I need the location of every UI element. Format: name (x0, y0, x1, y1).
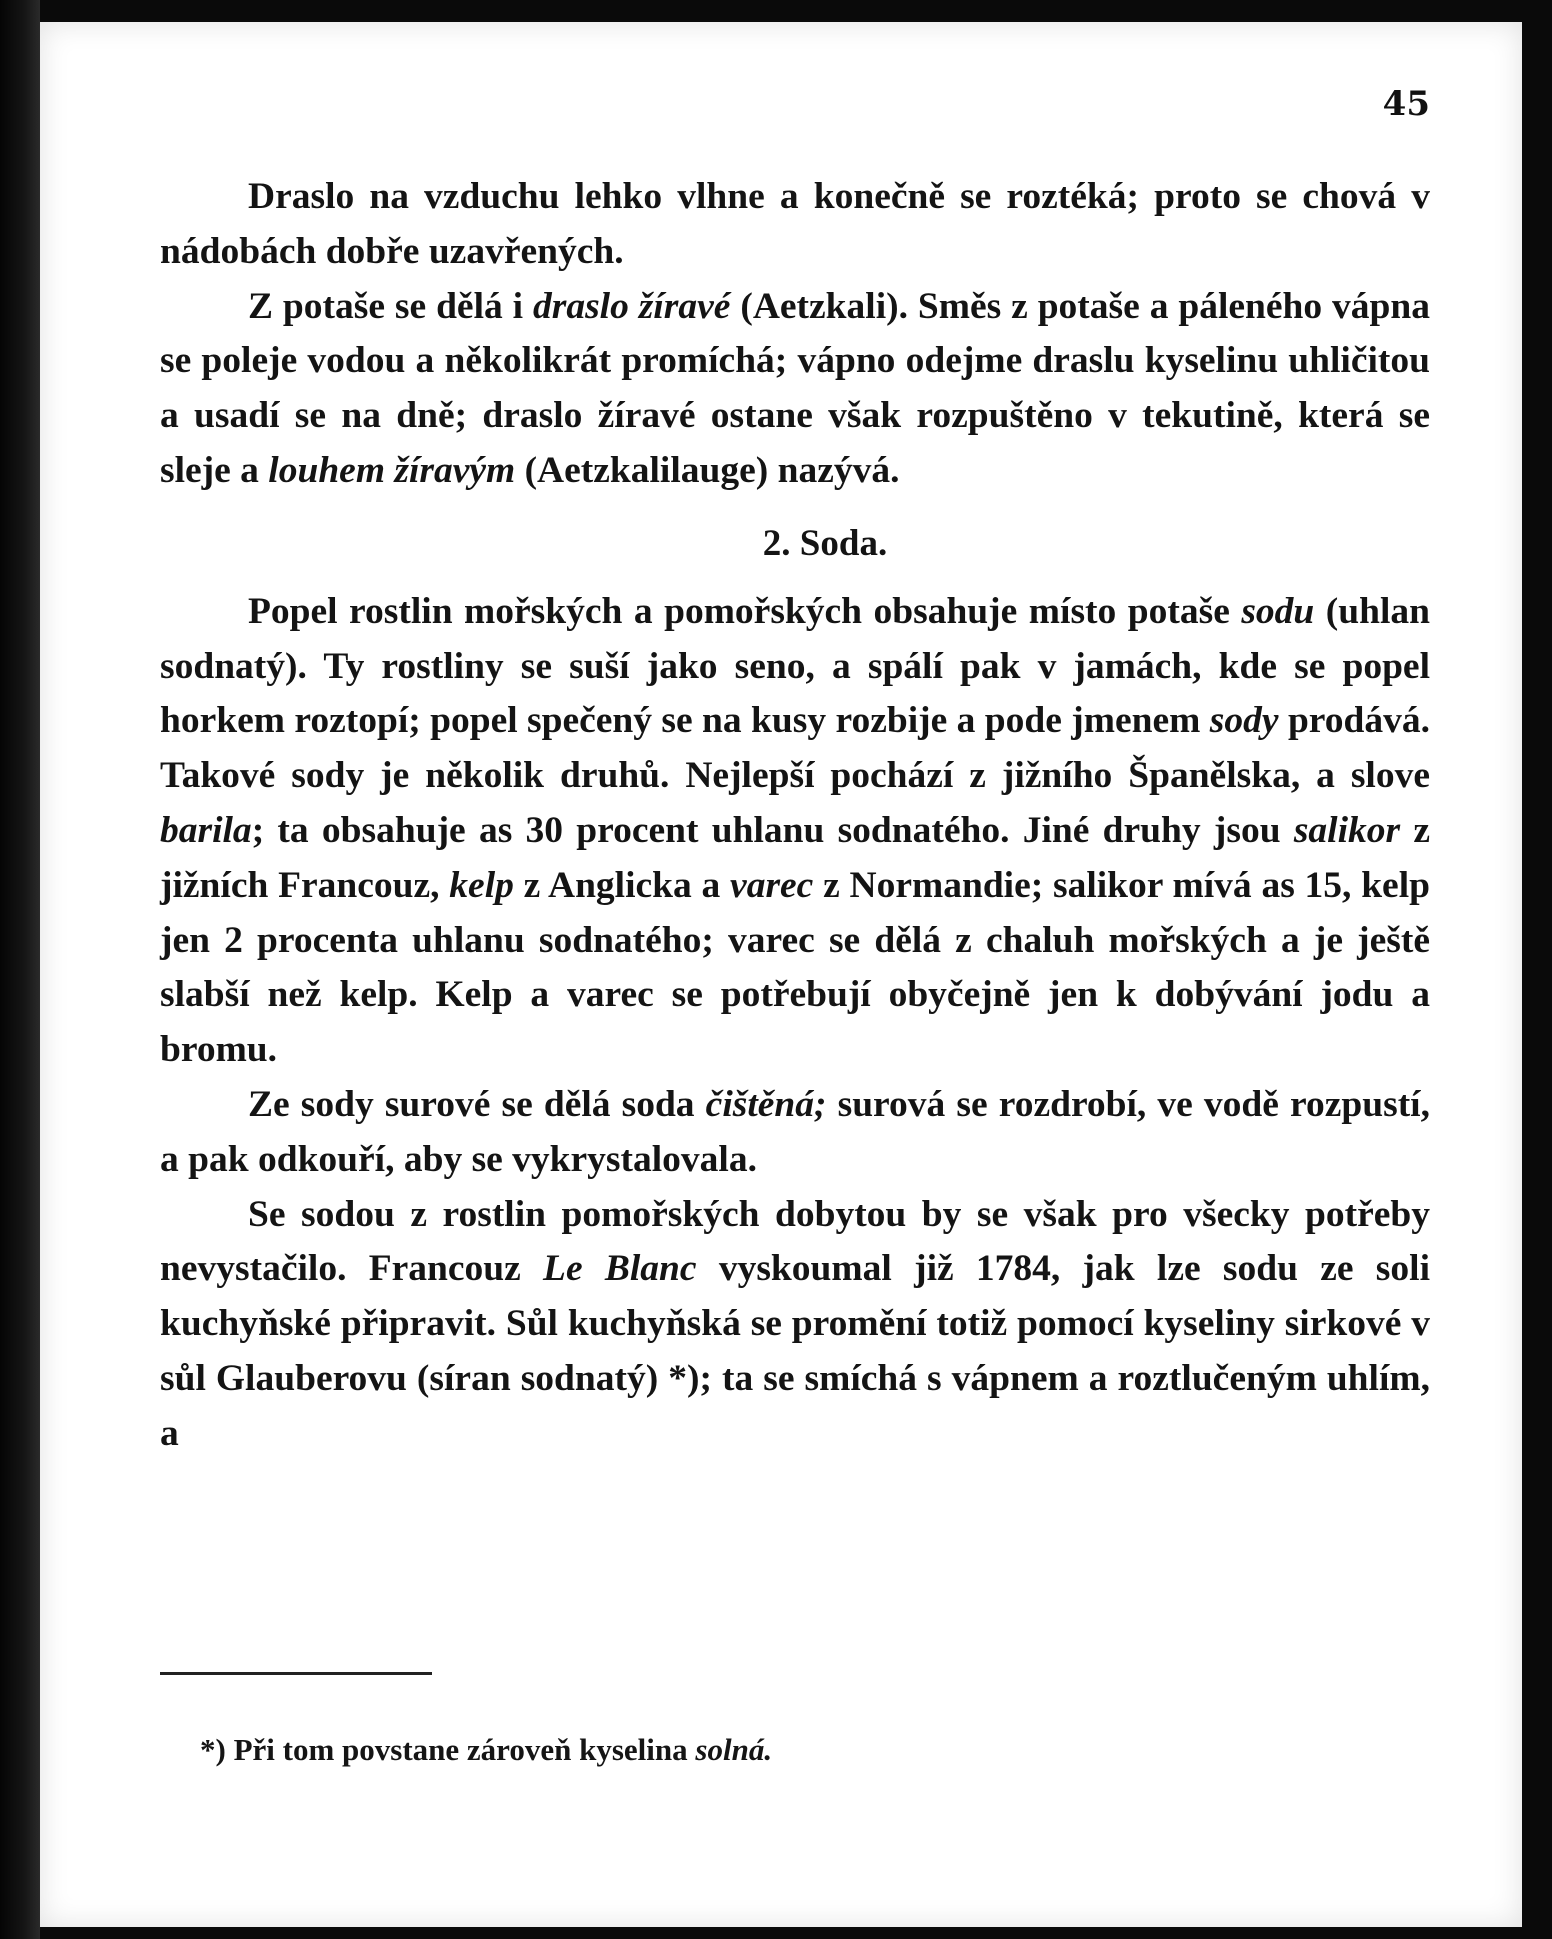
text-run: z Normandie; salikor mívá as 15, kelp jen 2 procenta uhlanu sodnatého; varec se dělá z chaluh mořských a je ještě slabší než kelp. Kelp a varec se potřebují obyčejně jen k dobývání jodu a bromu. (160, 864, 1430, 1071)
section-potas-continued (160, 170, 1430, 499)
text-run: Popel rostlin mořských a pomořských obsahuje místo potaše (248, 590, 1242, 632)
emphasis-term: varec (730, 864, 814, 906)
text-run: surová se rozdrobí, ve vodě rozpustí, a pak odkouří, aby se vykrystalovala. (160, 1083, 1430, 1180)
paragraph (160, 1188, 1430, 1462)
text-run: vyskoumal již 1784, jak lze sodu ze soli kuchyňské připravit. Sůl kuchyňská se promění totiž pomocí kyseliny sirkové v sůl Glauberovu (síran sodnatý) *); ta se smíchá s vápnem a roztlučeným uhlím, a (160, 1248, 1430, 1454)
emphasis-term: barila (160, 809, 252, 851)
section-soda (160, 585, 1430, 1462)
emphasis-term: čištěná; (705, 1083, 827, 1125)
emphasis-term: draslo žíravé (533, 285, 731, 327)
text-run: ; ta obsahuje as 30 procent uhlanu sodnatého. Jiné druhy jsou (251, 809, 1294, 851)
page-number: 45 (1382, 84, 1430, 124)
paragraph (160, 1078, 1430, 1188)
footnote (200, 1730, 1400, 1770)
text-run: (uhlan sodnatý). Ty rostliny se suší jako seno, a spálí pak v jamách, kde se popel horkem roztopí; popel spečený se na kusy rozbije a pode jmenem (160, 590, 1430, 742)
footnote-rule (160, 1672, 432, 1675)
emphasis-term: louhem žíravým (268, 449, 516, 491)
footnote-italic: solná. (695, 1732, 773, 1767)
emphasis-term: sodu (1241, 590, 1315, 632)
paragraph (160, 280, 1430, 499)
text-run: prodává. Takové sody je několik druhů. Nejlepší pochází z jižního Španělska, a slove (160, 700, 1430, 797)
book-page (40, 22, 1522, 1927)
text-run: z Anglicka a (513, 864, 731, 906)
paragraph (160, 170, 1430, 280)
emphasis-term: sody (1209, 700, 1279, 742)
paragraph (160, 585, 1430, 1078)
emphasis-term: salikor (1293, 809, 1401, 851)
text-run: Draslo na vzduchu lehko vlhne a konečně se roztéká; proto se chová v nádobách dobře uzavřených. (160, 176, 1430, 272)
text-run: (Aetzkalilauge) nazývá. (515, 449, 900, 491)
scan-border (0, 0, 40, 1939)
text-run: Ze sody surové se dělá soda (248, 1083, 706, 1125)
text-run: z jižních Francouz, (160, 809, 1430, 906)
emphasis-term: kelp (449, 864, 514, 906)
section-heading: 2. Soda. (762, 522, 888, 564)
footnote-text: *) Při tom povstane zároveň kyselina (200, 1732, 696, 1767)
text-run: Se sodou z rostlin pomořských dobytou by se však pro všecky potřeby nevystačilo. Francouz (160, 1193, 1430, 1290)
text-run: Z potaše se dělá i (248, 285, 533, 327)
page-body (160, 170, 1430, 1462)
emphasis-term: Le Blanc (543, 1248, 697, 1290)
text-run: (Aetzkali). Směs z potaše a páleného vápna se poleje vodou a několikrát promíchá; vápno odejme draslu kyselinu uhličitou a usadí se na dně; draslo žíravé ostane však rozpuštěno v tekutině, která se sleje a (160, 285, 1431, 491)
